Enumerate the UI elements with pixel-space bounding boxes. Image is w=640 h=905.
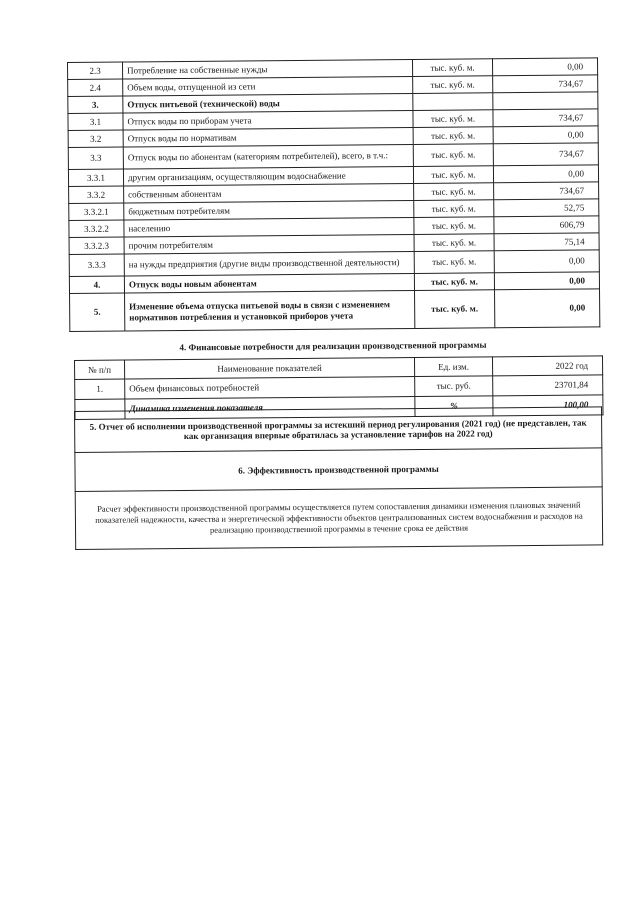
row-value	[493, 92, 598, 110]
row-name: Отпуск воды по приборам учета	[123, 110, 413, 130]
water-supply-table-body	[68, 58, 600, 332]
row-value: 0,00	[493, 126, 598, 144]
row-unit: тыс. куб. м.	[414, 273, 494, 291]
header-num: № п/п	[75, 360, 125, 379]
row-name: Объем финансовых потребностей	[125, 377, 415, 400]
row-value: 0,00	[492, 58, 597, 76]
row-num: 1.	[75, 379, 125, 399]
section-6-row	[75, 448, 602, 492]
row-name: Отпуск воды новым абонентам	[124, 273, 414, 293]
row-unit: тыс. куб. м.	[412, 59, 492, 77]
row-num: 3.3.2	[69, 186, 124, 203]
row-name: населению	[124, 217, 414, 237]
row-num: 3.3.3	[69, 254, 124, 276]
section-6-title: 6. Эффективность производственной программы	[75, 448, 602, 492]
row-num: 3.1	[68, 113, 123, 130]
row-value: 0,00	[495, 289, 600, 328]
report-efficiency-table	[74, 406, 603, 550]
row-value: 734,67	[494, 182, 599, 200]
row-unit	[413, 93, 493, 111]
section-5-row	[75, 407, 602, 453]
row-unit: тыс. куб. м.	[415, 290, 495, 329]
row-unit: %	[415, 396, 493, 417]
row-num: 5.	[70, 293, 125, 331]
header-name: Наименование показателей	[125, 358, 415, 380]
row-name: Отпуск питьевой (технической) воды	[123, 93, 413, 113]
row-value: 52,75	[494, 199, 599, 217]
row-num: 4.	[69, 276, 124, 293]
row-unit: тыс. куб. м.	[413, 144, 493, 167]
row-unit: тыс. куб. м.	[414, 234, 494, 252]
water-supply-table	[67, 57, 600, 332]
row-num: 2.4	[68, 79, 123, 96]
row-num: 3.3.2.1	[69, 203, 124, 220]
row-value: 100,00	[493, 395, 603, 416]
row-name: Отпуск воды по нормативам	[123, 127, 413, 147]
header-year: 2022 год	[492, 356, 602, 376]
section-6-body-row	[75, 487, 602, 550]
row-name: другим организациям, осуществляющим водоснабжение	[123, 166, 413, 186]
row-unit: тыс. куб. м.	[413, 127, 493, 145]
row-value: 0,00	[494, 250, 599, 273]
row-unit: тыс. куб. м.	[413, 166, 493, 184]
row-num: 2.3	[68, 62, 123, 79]
row-num: 3.3	[68, 147, 123, 169]
row-value: 23701,84	[493, 375, 603, 396]
row-value: 734,67	[493, 109, 598, 127]
row-unit: тыс. куб. м.	[414, 183, 494, 201]
row-name: Динамика изменения показателя	[125, 397, 415, 420]
row-num: 3.2	[68, 130, 123, 147]
row-value: 0,00	[494, 272, 599, 290]
row-name: Изменение объема отпуска питьевой воды в связи с изменением нормативов потребления и установкой приборов учета	[125, 290, 415, 331]
row-name: Потребление на собственные нужды	[123, 59, 413, 79]
row-num: 3.	[68, 96, 123, 113]
row-name: на нужды предприятия (другие виды производственной деятельности)	[124, 251, 414, 276]
row-value: 734,67	[493, 143, 598, 166]
row-unit: тыс. куб. м.	[413, 110, 493, 128]
section-5-title: 5. Отчет об исполнении производственной программы за истекший период регулирования (2021 год) (не представлен, так как организация впервые обратилась за установление тарифов на 2022 год)	[75, 407, 602, 453]
row-name: прочим потребителям	[124, 234, 414, 254]
table-row	[70, 289, 600, 332]
row-value: 0,00	[493, 165, 598, 183]
row-value: 75,14	[494, 233, 599, 251]
row-unit: тыс. руб.	[415, 376, 493, 397]
row-value: 734,67	[493, 75, 598, 93]
row-num: 3.3.2.3	[69, 237, 124, 254]
row-num: 3.3.1	[68, 169, 123, 186]
row-name: собственным абонентам	[124, 183, 414, 203]
row-name: Отпуск воды по абонентам (категориям потребителей), всего, в т.ч.:	[123, 144, 413, 169]
section-4-title: 4. Финансовые потребности для реализации производственной программы	[179, 339, 487, 353]
row-unit: тыс. куб. м.	[414, 251, 494, 274]
row-unit: тыс. куб. м.	[414, 217, 494, 235]
row-name: бюджетным потребителям	[124, 200, 414, 220]
header-unit: Ед. изм.	[414, 357, 492, 377]
row-num: 3.3.2.2	[69, 220, 124, 237]
row-unit: тыс. куб. м.	[413, 76, 493, 94]
row-unit: тыс. куб. м.	[414, 200, 494, 218]
row-name: Объем воды, отпущенной из сети	[123, 76, 413, 96]
row-value: 606,79	[494, 216, 599, 234]
section-6-body: Расчет эффективности производственной программы осуществляется путем сопоставления динамики изменения плановых значений показателей надежности, качества и энергетической эффективности объектов централизованных систем водоснабжения и расходов на реализацию производственной программы в течение срока ее действия	[75, 487, 602, 550]
